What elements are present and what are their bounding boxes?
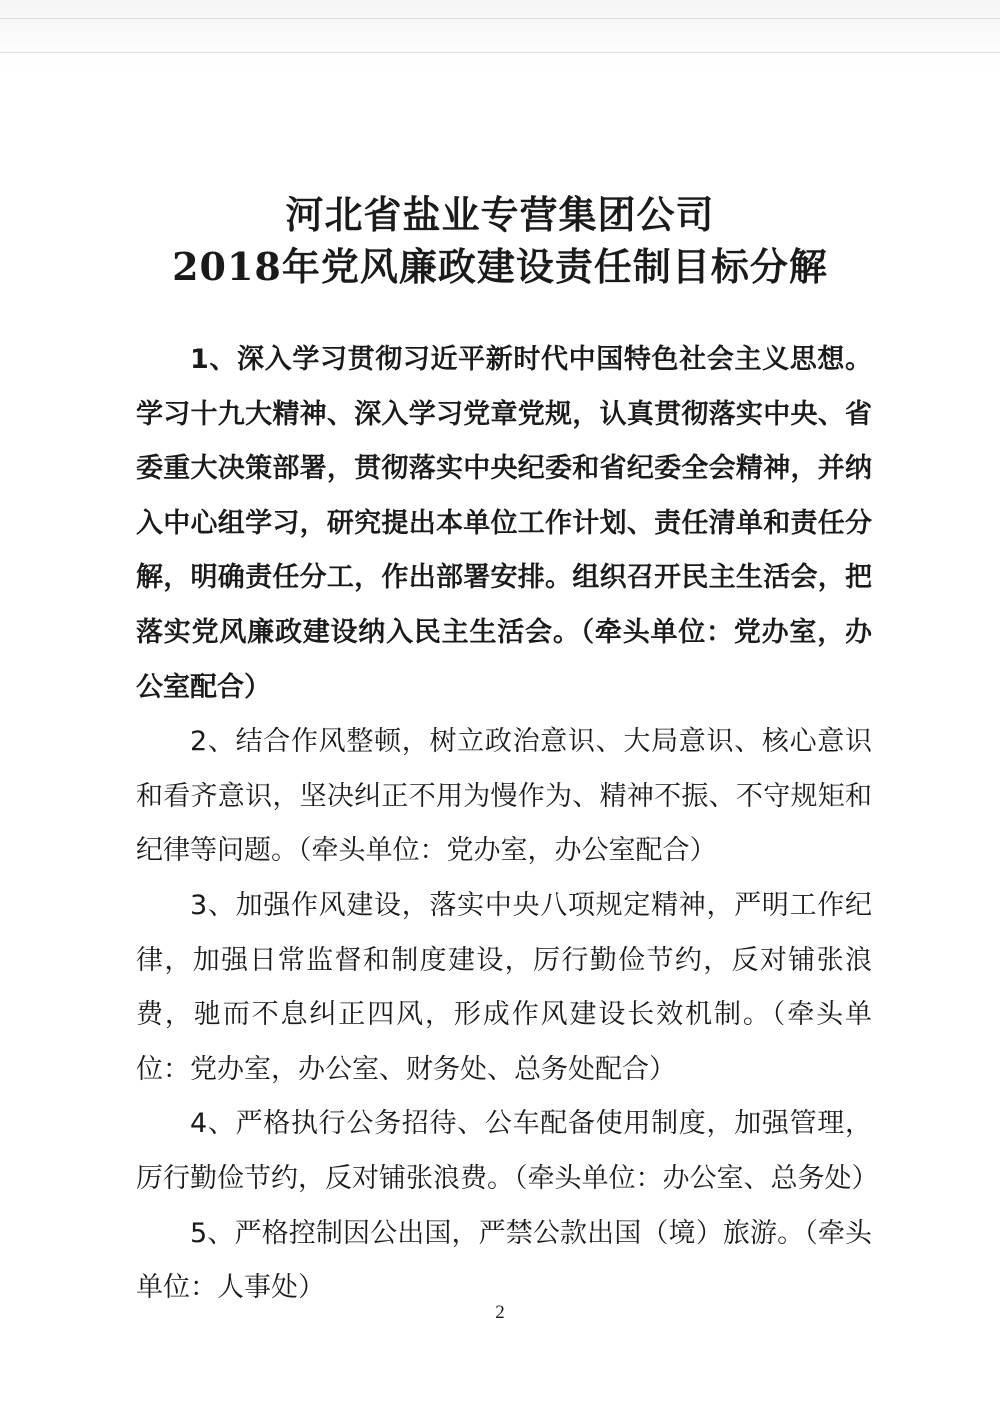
scan-artifact-line <box>0 52 1000 53</box>
scan-artifact-top <box>0 0 1000 70</box>
document-body <box>136 333 879 1316</box>
paragraph-2: 2、结合作风整顿，树立政治意识、大局意识、核心意识和看齐意识，坚决纠正不用为慢作为、精神不振、不守规矩和纪律等问题。（牵头单位：党办室，办公室配合） <box>136 726 872 867</box>
scan-artifact-line <box>0 18 1000 19</box>
paragraph-1: 1、深入学习贯彻习近平新时代中国特色社会主义思想。学习十九大精神、深入学习党章党规，认真贯彻落实中央、省委重大决策部署，贯彻落实中央纪委和省纪委全会精神，并纳入中心组学习，研究提出本单位工作计划、责任清单和责任分解，明确责任分工，作出部署安排。组织召开民主生活会，把落实党风廉政建设纳入民主生活会。（牵头单位：党办室，办公室配合） <box>136 344 872 703</box>
paragraph-5: 5、严格控制因公出国，严禁公款出国（境）旅游。（牵头单位：人事处） <box>136 1217 872 1304</box>
paragraph-3: 3、加强作风建设，落实中央八项规定精神，严明工作纪律，加强日常监督和制度建设，厉行勤俭节约，反对铺张浪费，驰而不息纠正四风，形成作风建设长效机制。（牵头单位：党办室，办公室、财务处、总务处配合） <box>136 889 872 1085</box>
document-title-line2: 2018年党风廉政建设责任制目标分解 <box>172 244 828 289</box>
paragraph-4: 4、严格执行公务招待、公车配备使用制度，加强管理，厉行勤俭节约，反对铺张浪费。（牵头单位：办公室、总务处） <box>136 1108 879 1194</box>
document-title-line1: 河北省盐业专营集团公司 <box>285 192 715 237</box>
page-number: 2 <box>495 1302 505 1323</box>
